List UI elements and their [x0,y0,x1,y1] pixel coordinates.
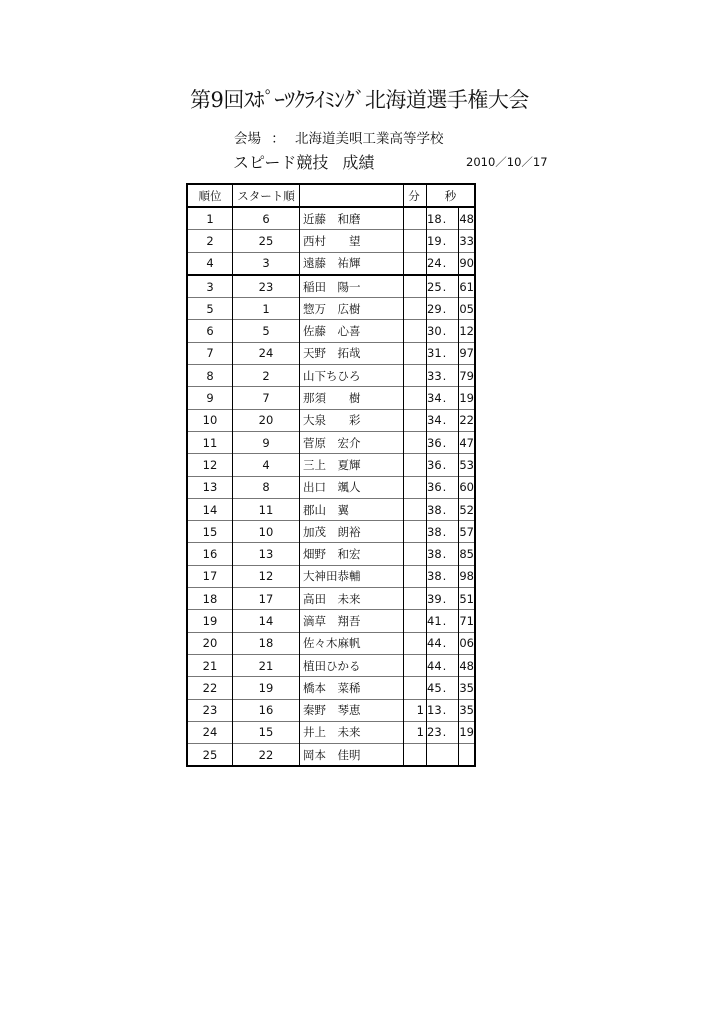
cell-seconds [427,744,443,767]
cell-start-order: 8 [233,476,300,498]
cell-rank: 13 [187,476,233,498]
cell-minutes [404,320,427,342]
cell-decimal-point: . [443,654,459,676]
result-label: 成績 [342,153,375,172]
cell-rank: 12 [187,454,233,476]
cell-minutes [404,230,427,252]
cell-minutes [404,365,427,387]
cell-start-order: 23 [233,275,300,298]
cell-hundredths: 19 [459,387,475,409]
event-name: スピード競技 [233,153,329,172]
cell-rank: 14 [187,498,233,520]
cell-decimal-point: . [443,365,459,387]
table-row [187,654,475,676]
cell-decimal-point: . [443,207,459,230]
cell-start-order: 3 [233,252,300,275]
cell-start-order: 22 [233,744,300,767]
cell-rank: 23 [187,699,233,721]
cell-name: 三上 夏輝 [300,454,404,476]
cell-minutes [404,677,427,699]
cell-decimal-point: . [443,632,459,654]
cell-minutes [404,342,427,364]
cell-decimal-point: . [443,521,459,543]
cell-name: 秦野 琴恵 [300,699,404,721]
cell-decimal-point: . [443,476,459,498]
cell-hundredths: 22 [459,409,475,431]
table-row [187,298,475,320]
cell-minutes [404,565,427,587]
header-start-order: スタート順 [233,184,300,207]
cell-hundredths: 79 [459,365,475,387]
cell-name: 井上 未来 [300,721,404,743]
cell-seconds: 36 [427,454,443,476]
cell-name: 植田ひかる [300,654,404,676]
cell-start-order: 9 [233,431,300,453]
table-row [187,565,475,587]
cell-name: 郡山 翼 [300,498,404,520]
cell-seconds: 30 [427,320,443,342]
cell-start-order: 19 [233,677,300,699]
cell-name: 加茂 朗裕 [300,521,404,543]
venue-separator: ： [271,131,285,147]
cell-decimal-point: . [443,699,459,721]
cell-start-order: 11 [233,498,300,520]
cell-start-order: 7 [233,387,300,409]
venue-line [234,127,444,147]
cell-seconds: 33 [427,365,443,387]
cell-rank: 19 [187,610,233,632]
table-row [187,543,475,565]
header-name [300,184,404,207]
cell-minutes [404,387,427,409]
cell-name: 佐々木麻帆 [300,632,404,654]
cell-start-order: 20 [233,409,300,431]
table-row [187,521,475,543]
cell-rank: 5 [187,298,233,320]
venue-name: 北海道美唄工業高等学校 [295,131,444,147]
cell-rank: 1 [187,207,233,230]
cell-hundredths: 98 [459,565,475,587]
cell-decimal-point: . [443,230,459,252]
cell-name: 畑野 和宏 [300,543,404,565]
cell-start-order: 16 [233,699,300,721]
table-row [187,431,475,453]
cell-rank: 21 [187,654,233,676]
cell-rank: 3 [187,275,233,298]
cell-seconds: 34 [427,387,443,409]
cell-rank: 17 [187,565,233,587]
cell-hundredths: 61 [459,275,475,298]
cell-hundredths: 90 [459,252,475,275]
table-header-row [187,184,475,207]
cell-hundredths: 48 [459,654,475,676]
cell-seconds: 41 [427,610,443,632]
cell-decimal-point: . [443,409,459,431]
table-row [187,610,475,632]
cell-decimal-point: . [443,431,459,453]
cell-name: 惣万 広樹 [300,298,404,320]
table-row [187,409,475,431]
cell-minutes [404,744,427,767]
cell-start-order: 18 [233,632,300,654]
cell-rank: 10 [187,409,233,431]
venue-label: 会場 [234,131,261,147]
cell-seconds: 13 [427,699,443,721]
cell-seconds: 44 [427,654,443,676]
cell-hundredths [459,744,475,767]
table-row [187,476,475,498]
cell-decimal-point [443,744,459,767]
cell-seconds: 23 [427,721,443,743]
cell-seconds: 18 [427,207,443,230]
table-row [187,252,475,275]
cell-seconds: 36 [427,476,443,498]
cell-minutes [404,298,427,320]
cell-start-order: 1 [233,298,300,320]
cell-minutes [404,431,427,453]
cell-rank: 22 [187,677,233,699]
cell-rank: 4 [187,252,233,275]
page-title: 第9回ｽﾎﾟｰﾂｸﾗｲﾐﾝｸﾞ北海道選手権大会 [190,88,529,112]
cell-decimal-point: . [443,454,459,476]
cell-decimal-point: . [443,677,459,699]
cell-minutes [404,498,427,520]
cell-decimal-point: . [443,543,459,565]
event-date: 2010／10／17 [466,155,548,169]
cell-name: 稲田 陽一 [300,275,404,298]
cell-rank: 2 [187,230,233,252]
table-row [187,498,475,520]
cell-rank: 20 [187,632,233,654]
cell-hundredths: 06 [459,632,475,654]
cell-decimal-point: . [443,298,459,320]
cell-minutes [404,252,427,275]
table-row [187,320,475,342]
cell-start-order: 25 [233,230,300,252]
cell-hundredths: 71 [459,610,475,632]
cell-name: 山下ちひろ [300,365,404,387]
cell-start-order: 17 [233,588,300,610]
cell-minutes [404,409,427,431]
cell-minutes [404,521,427,543]
cell-hundredths: 35 [459,677,475,699]
cell-start-order: 5 [233,320,300,342]
cell-hundredths: 12 [459,320,475,342]
cell-seconds: 38 [427,565,443,587]
cell-start-order: 10 [233,521,300,543]
cell-seconds: 24 [427,252,443,275]
cell-start-order: 14 [233,610,300,632]
cell-seconds: 39 [427,588,443,610]
cell-name: 那須 樹 [300,387,404,409]
cell-minutes [404,207,427,230]
cell-minutes: 1 [404,699,427,721]
cell-minutes [404,275,427,298]
cell-hundredths: 48 [459,207,475,230]
header-rank: 順位 [187,184,233,207]
cell-start-order: 21 [233,654,300,676]
cell-name: 天野 拓哉 [300,342,404,364]
cell-seconds: 44 [427,632,443,654]
cell-rank: 24 [187,721,233,743]
cell-start-order: 12 [233,565,300,587]
cell-decimal-point: . [443,565,459,587]
cell-hundredths: 53 [459,454,475,476]
cell-name: 佐藤 心喜 [300,320,404,342]
cell-decimal-point: . [443,320,459,342]
table-row [187,207,475,230]
cell-seconds: 38 [427,498,443,520]
cell-seconds: 29 [427,298,443,320]
cell-hundredths: 51 [459,588,475,610]
cell-hundredths: 97 [459,342,475,364]
cell-decimal-point: . [443,252,459,275]
cell-seconds: 36 [427,431,443,453]
results-body [187,207,475,766]
cell-hundredths: 60 [459,476,475,498]
cell-decimal-point: . [443,498,459,520]
cell-rank: 7 [187,342,233,364]
cell-name: 高田 未来 [300,588,404,610]
cell-minutes [404,476,427,498]
cell-minutes [404,632,427,654]
cell-seconds: 31 [427,342,443,364]
cell-minutes: 1 [404,721,427,743]
cell-seconds: 34 [427,409,443,431]
cell-start-order: 15 [233,721,300,743]
cell-hundredths: 57 [459,521,475,543]
cell-decimal-point: . [443,387,459,409]
cell-decimal-point: . [443,342,459,364]
cell-rank: 11 [187,431,233,453]
cell-name: 橋本 菜稀 [300,677,404,699]
cell-name: 近藤 和磨 [300,207,404,230]
cell-seconds: 38 [427,521,443,543]
table-row [187,588,475,610]
cell-rank: 6 [187,320,233,342]
cell-start-order: 2 [233,365,300,387]
cell-name: 岡本 佳明 [300,744,404,767]
cell-name: 出口 颯人 [300,476,404,498]
cell-hundredths: 33 [459,230,475,252]
cell-minutes [404,654,427,676]
header-minutes: 分 [404,184,427,207]
cell-decimal-point: . [443,721,459,743]
cell-decimal-point: . [443,588,459,610]
cell-rank: 16 [187,543,233,565]
table-row [187,744,475,767]
cell-start-order: 13 [233,543,300,565]
table-row [187,632,475,654]
cell-seconds: 19 [427,230,443,252]
table-row [187,699,475,721]
cell-name: 西村 望 [300,230,404,252]
cell-start-order: 4 [233,454,300,476]
cell-rank: 8 [187,365,233,387]
table-row [187,454,475,476]
cell-seconds: 45 [427,677,443,699]
cell-start-order: 6 [233,207,300,230]
cell-minutes [404,610,427,632]
cell-rank: 18 [187,588,233,610]
cell-minutes [404,454,427,476]
results-table [186,183,476,767]
cell-seconds: 25 [427,275,443,298]
table-row [187,275,475,298]
table-row [187,365,475,387]
table-row [187,342,475,364]
cell-minutes [404,588,427,610]
cell-name: 遠藤 祐輝 [300,252,404,275]
cell-minutes [404,543,427,565]
cell-start-order: 24 [233,342,300,364]
event-heading [233,150,374,173]
cell-rank: 9 [187,387,233,409]
cell-name: 菅原 宏介 [300,431,404,453]
table-row [187,677,475,699]
cell-hundredths: 05 [459,298,475,320]
cell-decimal-point: . [443,610,459,632]
cell-hundredths: 52 [459,498,475,520]
cell-rank: 15 [187,521,233,543]
cell-hundredths: 19 [459,721,475,743]
cell-rank: 25 [187,744,233,767]
table-row [187,721,475,743]
cell-hundredths: 47 [459,431,475,453]
cell-name: 大泉 彩 [300,409,404,431]
table-row [187,387,475,409]
cell-name: 滴草 翔吾 [300,610,404,632]
cell-hundredths: 35 [459,699,475,721]
cell-hundredths: 85 [459,543,475,565]
cell-name: 大神田恭輔 [300,565,404,587]
cell-decimal-point: . [443,275,459,298]
cell-seconds: 38 [427,543,443,565]
header-seconds: 秒 [427,184,476,207]
table-row [187,230,475,252]
